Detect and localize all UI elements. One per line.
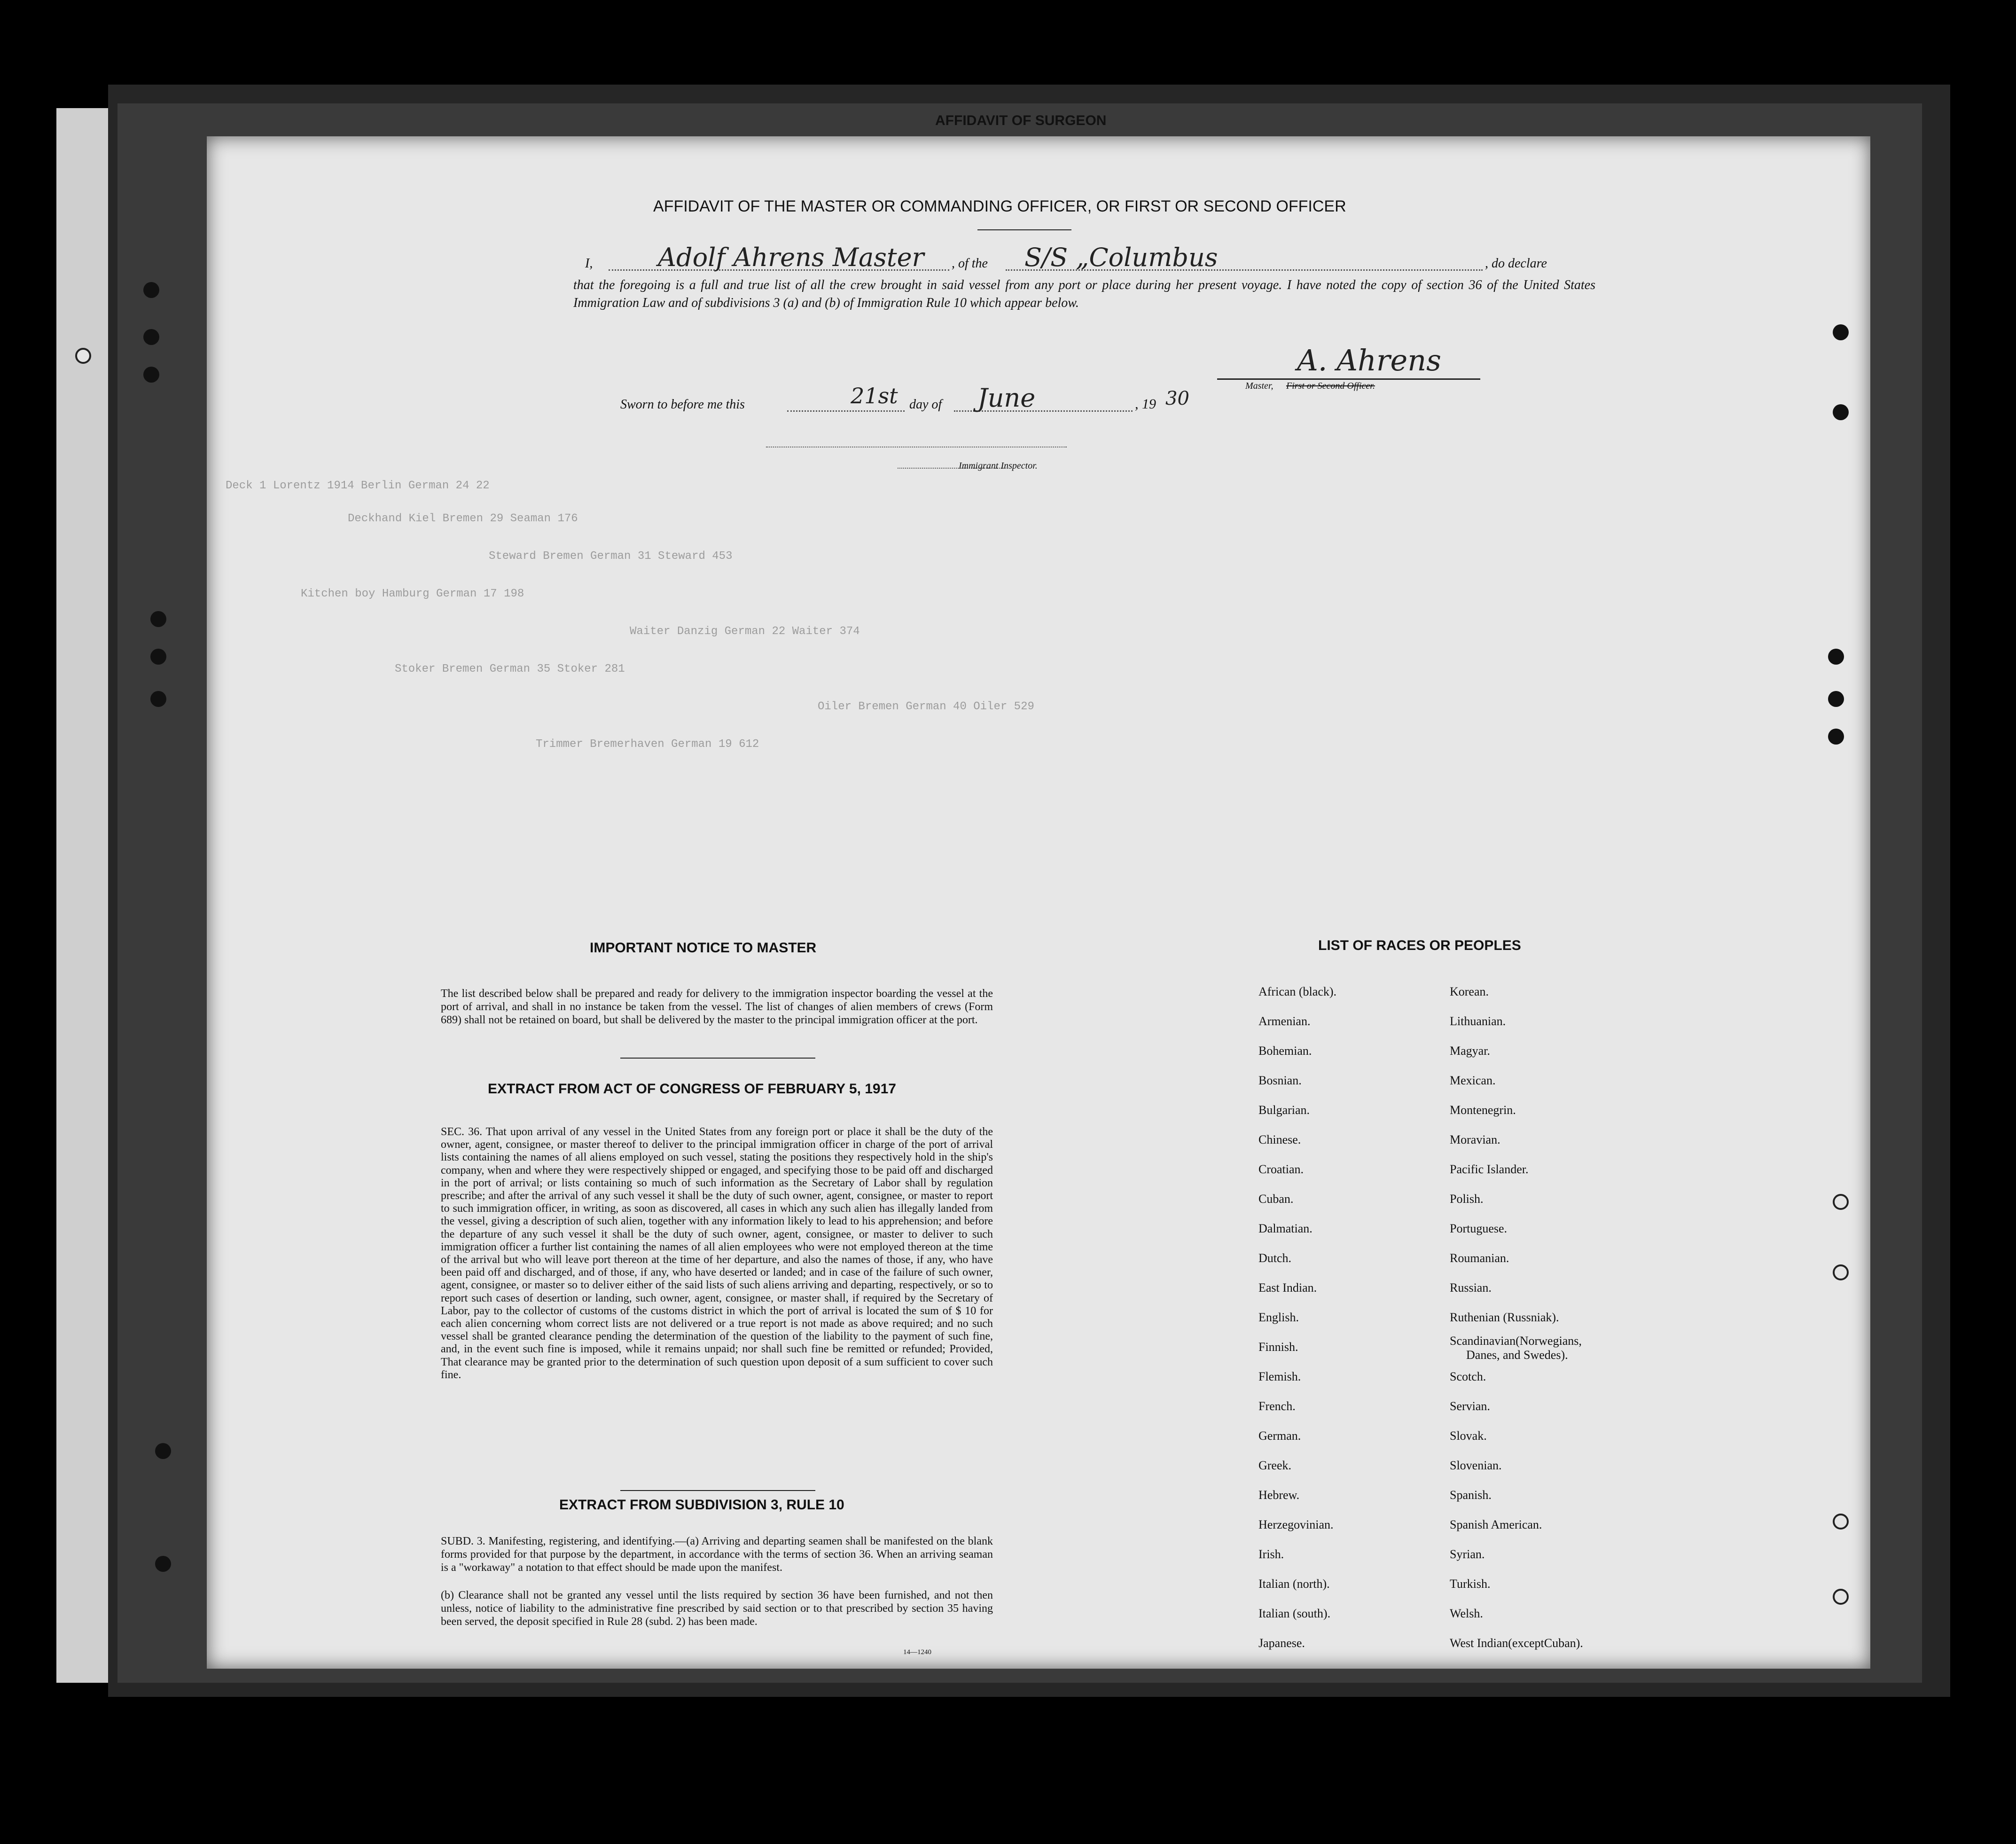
race-item: German. bbox=[1258, 1429, 1301, 1443]
ghost-row: Stoker Bremen German 35 Stoker 281 bbox=[395, 663, 625, 675]
race-item: Turkish. bbox=[1450, 1577, 1491, 1591]
notice-title: IMPORTANT NOTICE TO MASTER bbox=[590, 940, 817, 956]
ghost-row: Trimmer Bremerhaven German 19 612 bbox=[536, 738, 759, 751]
day-handwriting: 21st bbox=[851, 383, 898, 408]
ghost-row: Deckhand Kiel Bremen 29 Seaman 176 bbox=[348, 512, 578, 525]
inspector-caption: Immigrant Inspector. bbox=[959, 461, 1038, 471]
paper-hole bbox=[1833, 1589, 1849, 1605]
ghost-row: Kitchen boy Hamburg German 17 198 bbox=[301, 588, 524, 600]
sworn-text: Sworn to before me this bbox=[620, 397, 745, 412]
binder-hole bbox=[1833, 404, 1849, 420]
binder-hole bbox=[1833, 324, 1849, 340]
race-item: Finnish. bbox=[1258, 1340, 1298, 1354]
signature-caption-master: Master, bbox=[1245, 381, 1274, 391]
affidavit-i: I, bbox=[585, 256, 593, 271]
race-item: Spanish American. bbox=[1450, 1518, 1542, 1531]
race-item: Greek. bbox=[1258, 1459, 1292, 1472]
ghost-row: Waiter Danzig German 22 Waiter 374 bbox=[630, 625, 860, 638]
form-number: 14—1240 bbox=[903, 1648, 931, 1656]
vessel-name-handwriting: S/S „Columbus bbox=[1024, 243, 1218, 272]
signature-line bbox=[1217, 378, 1480, 380]
race-item: West Indian(exceptCuban). bbox=[1450, 1636, 1583, 1650]
race-item: Scotch. bbox=[1450, 1370, 1486, 1383]
ghost-row: Steward Bremen German 31 Steward 453 bbox=[489, 550, 733, 563]
notice-body: The list described below shall be prepared and ready for delivery to the immigration inspector boarding the vessel at the port of arrival, and shall in no instance be taken from the vessel. The list of changes of alien members of crews (Form 689) shall not be retained on board, but shall be delivered by the master to the principal immigration officer at the port. bbox=[441, 988, 993, 1026]
race-item: Dalmatian. bbox=[1258, 1222, 1313, 1235]
races-title: LIST OF RACES OR PEOPLES bbox=[1318, 938, 1521, 953]
race-item: Ruthenian (Russniak). bbox=[1450, 1310, 1559, 1324]
race-item: Lithuanian. bbox=[1450, 1014, 1506, 1028]
ghost-row: Deck 1 Lorentz 1914 Berlin German 24 22 bbox=[226, 479, 490, 492]
race-item: Slovenian. bbox=[1450, 1459, 1502, 1472]
race-item: French. bbox=[1258, 1399, 1296, 1413]
race-item: Irish. bbox=[1258, 1547, 1284, 1561]
top-stamp: AFFIDAVIT OF SURGEON bbox=[935, 113, 1107, 128]
binder-hole bbox=[155, 1556, 171, 1572]
master-name-handwriting: Adolf Ahrens Master bbox=[658, 243, 924, 272]
affidavit-title: AFFIDAVIT OF THE MASTER OR COMMANDING OFFICER, OR FIRST OR SECOND OFFICER bbox=[653, 197, 1346, 215]
race-item: Bohemian. bbox=[1258, 1044, 1312, 1058]
paper-hole bbox=[1833, 1514, 1849, 1530]
binder-hole bbox=[150, 611, 166, 627]
race-item: Bulgarian. bbox=[1258, 1103, 1310, 1117]
race-item: Syrian. bbox=[1450, 1547, 1485, 1561]
title-divider bbox=[977, 229, 1071, 230]
race-item: Dutch. bbox=[1258, 1251, 1292, 1265]
race-item: Scandinavian(Norwegians, bbox=[1450, 1334, 1582, 1348]
binder-hole bbox=[143, 282, 159, 298]
master-signature: A. Ahrens bbox=[1297, 343, 1441, 377]
signature-caption-struck: First or Second Officer. bbox=[1286, 381, 1375, 391]
rule-body-a: SUBD. 3. Manifesting, registering, and identifying.—(a) Arriving and departing seamen shall be manifested on the blank forms provided for that purpose by the department, in accordance with the terms of section 36. When an arriving seaman is a "workaway" a notation to that effect should be made upon the manifest. bbox=[441, 1535, 993, 1574]
race-item: Hebrew. bbox=[1258, 1488, 1300, 1502]
month-handwriting: June bbox=[977, 383, 1036, 413]
act-body: SEC. 36. That upon arrival of any vessel in the United States from any foreign port or place it shall be the duty of the owner, agent, consignee, or master thereof to deliver to the principal immigration officer in charge of the port of arrival lists containing the names of all aliens employed on such vessel, stating the positions they respectively hold in the ship's company, when and where they were respectively shipped or engaged, and specifying those to be paid off and discharged in the port of arrival; or lists containing so much of such information as the Secretary of Labor shall by regulation prescribe; and after the arrival of any such vessel it shall be the duty of such owner, agent, consignee, or master to report to such immigration officer, in writing, as soon as discovered, all cases in which any such alien has illegally landed from the vessel, giving a description of such alien, together with any information likely to lead to his apprehension; and before the departure of any such vessel it shall be the duty of such owner, agent, consignee, or master to deliver to such immigration officer a further list containing the names of all alien employees who were not employed thereon at the time of the arrival but who will leave port thereon at the time of her departure, and also the names of those, if any, who have been paid off and discharged, and of those, if any, who have deserted or landed; and in case of the failure of such owner, agent, consignee, or master so to deliver either of the said lists of such aliens arriving and departing, respectively, or so to report such cases of desertion or landing, such owner, agent, consignee, or master shall, if required by the Secretary of Labor, pay to the collector of customs of the customs district in which the port of arrival is located the sum of $ 10 for each alien concerning whom correct lists are not delivered or a true report is not made as above required; and no such vessel shall be granted clearance pending the determination of the question of the liability to the payment of such fine, and, in the event such fine is imposed, while it remains unpaid; nor shall such fine be remitted or refunded; Provided, That clearance may be granted prior to the determination of such question upon deposit of a sum sufficient to cover such fine. bbox=[441, 1126, 993, 1381]
day-of-text: day of bbox=[909, 397, 942, 412]
binder-hole bbox=[150, 649, 166, 665]
race-item: Welsh. bbox=[1450, 1607, 1483, 1620]
race-item: Pacific Islander. bbox=[1450, 1162, 1529, 1176]
rule-body-b: (b) Clearance shall not be granted any vessel until the lists required by section 36 have been furnished, and not then unless, notice of liability to the administrative fine prescribed by said section or to that prescribed by section 35 having been served, the deposit specified in Rule 28 (subd. 2) has been made. bbox=[441, 1589, 993, 1628]
race-item: Armenian. bbox=[1258, 1014, 1311, 1028]
do-declare-text: , do declare bbox=[1485, 256, 1547, 271]
rule-title: EXTRACT FROM SUBDIVISION 3, RULE 10 bbox=[559, 1497, 844, 1513]
race-item: Croatian. bbox=[1258, 1162, 1304, 1176]
manifest-page bbox=[207, 136, 1870, 1669]
race-item: Herzegovinian. bbox=[1258, 1518, 1334, 1531]
race-item: Italian (north). bbox=[1258, 1577, 1330, 1591]
race-item: Korean. bbox=[1450, 985, 1489, 998]
binder-hole bbox=[1828, 649, 1844, 665]
binder-hole bbox=[143, 329, 159, 345]
binder-hole bbox=[150, 691, 166, 707]
race-item: Moravian. bbox=[1450, 1133, 1500, 1146]
paper-hole bbox=[75, 348, 91, 364]
race-item: Spanish. bbox=[1450, 1488, 1492, 1502]
binder-hole bbox=[155, 1443, 171, 1459]
race-item: English. bbox=[1258, 1310, 1299, 1324]
race-item: Slovak. bbox=[1450, 1429, 1487, 1443]
race-item: Roumanian. bbox=[1450, 1251, 1509, 1265]
binder-hole bbox=[1828, 729, 1844, 745]
day-line bbox=[787, 410, 905, 412]
race-item: Italian (south). bbox=[1258, 1607, 1331, 1620]
race-item: Polish. bbox=[1450, 1192, 1484, 1206]
race-item: Servian. bbox=[1450, 1399, 1490, 1413]
affidavit-body: that the foregoing is a full and true list of all the crew brought in said vessel from any port or place during her present voyage. I have noted the copy of section 36 of the United States Immigration Law and of subdivisions 3 (a) and (b) of Immigration Rule 10 which appear below. bbox=[573, 278, 1595, 310]
paper-hole bbox=[1833, 1194, 1849, 1210]
race-item: Magyar. bbox=[1450, 1044, 1490, 1058]
race-item: Cuban. bbox=[1258, 1192, 1294, 1206]
race-item: Chinese. bbox=[1258, 1133, 1301, 1146]
race-item: African (black). bbox=[1258, 985, 1337, 998]
ghost-row: Oiler Bremen German 40 Oiler 529 bbox=[818, 700, 1034, 713]
race-item: Flemish. bbox=[1258, 1370, 1301, 1383]
binder-hole bbox=[1828, 691, 1844, 707]
left-binding-strip bbox=[56, 108, 108, 1683]
race-item: Russian. bbox=[1450, 1281, 1492, 1295]
race-item: Bosnian. bbox=[1258, 1074, 1302, 1087]
year-handwriting: 30 bbox=[1165, 388, 1189, 409]
race-item: Portuguese. bbox=[1450, 1222, 1508, 1235]
year-prefix: , 19 bbox=[1135, 396, 1156, 412]
race-item-continuation: Danes, and Swedes). bbox=[1466, 1348, 1568, 1362]
of-the-text: , of the bbox=[952, 256, 988, 271]
paper-hole bbox=[1833, 1264, 1849, 1280]
race-item: Japanese. bbox=[1258, 1636, 1305, 1650]
notice-divider bbox=[620, 1058, 815, 1059]
act-divider bbox=[620, 1490, 815, 1491]
race-item: Mexican. bbox=[1450, 1074, 1496, 1087]
race-item: East Indian. bbox=[1258, 1281, 1317, 1295]
binder-hole bbox=[143, 367, 159, 383]
act-title: EXTRACT FROM ACT OF CONGRESS OF FEBRUARY 5, 1917 bbox=[488, 1081, 896, 1097]
race-item: Montenegrin. bbox=[1450, 1103, 1516, 1117]
